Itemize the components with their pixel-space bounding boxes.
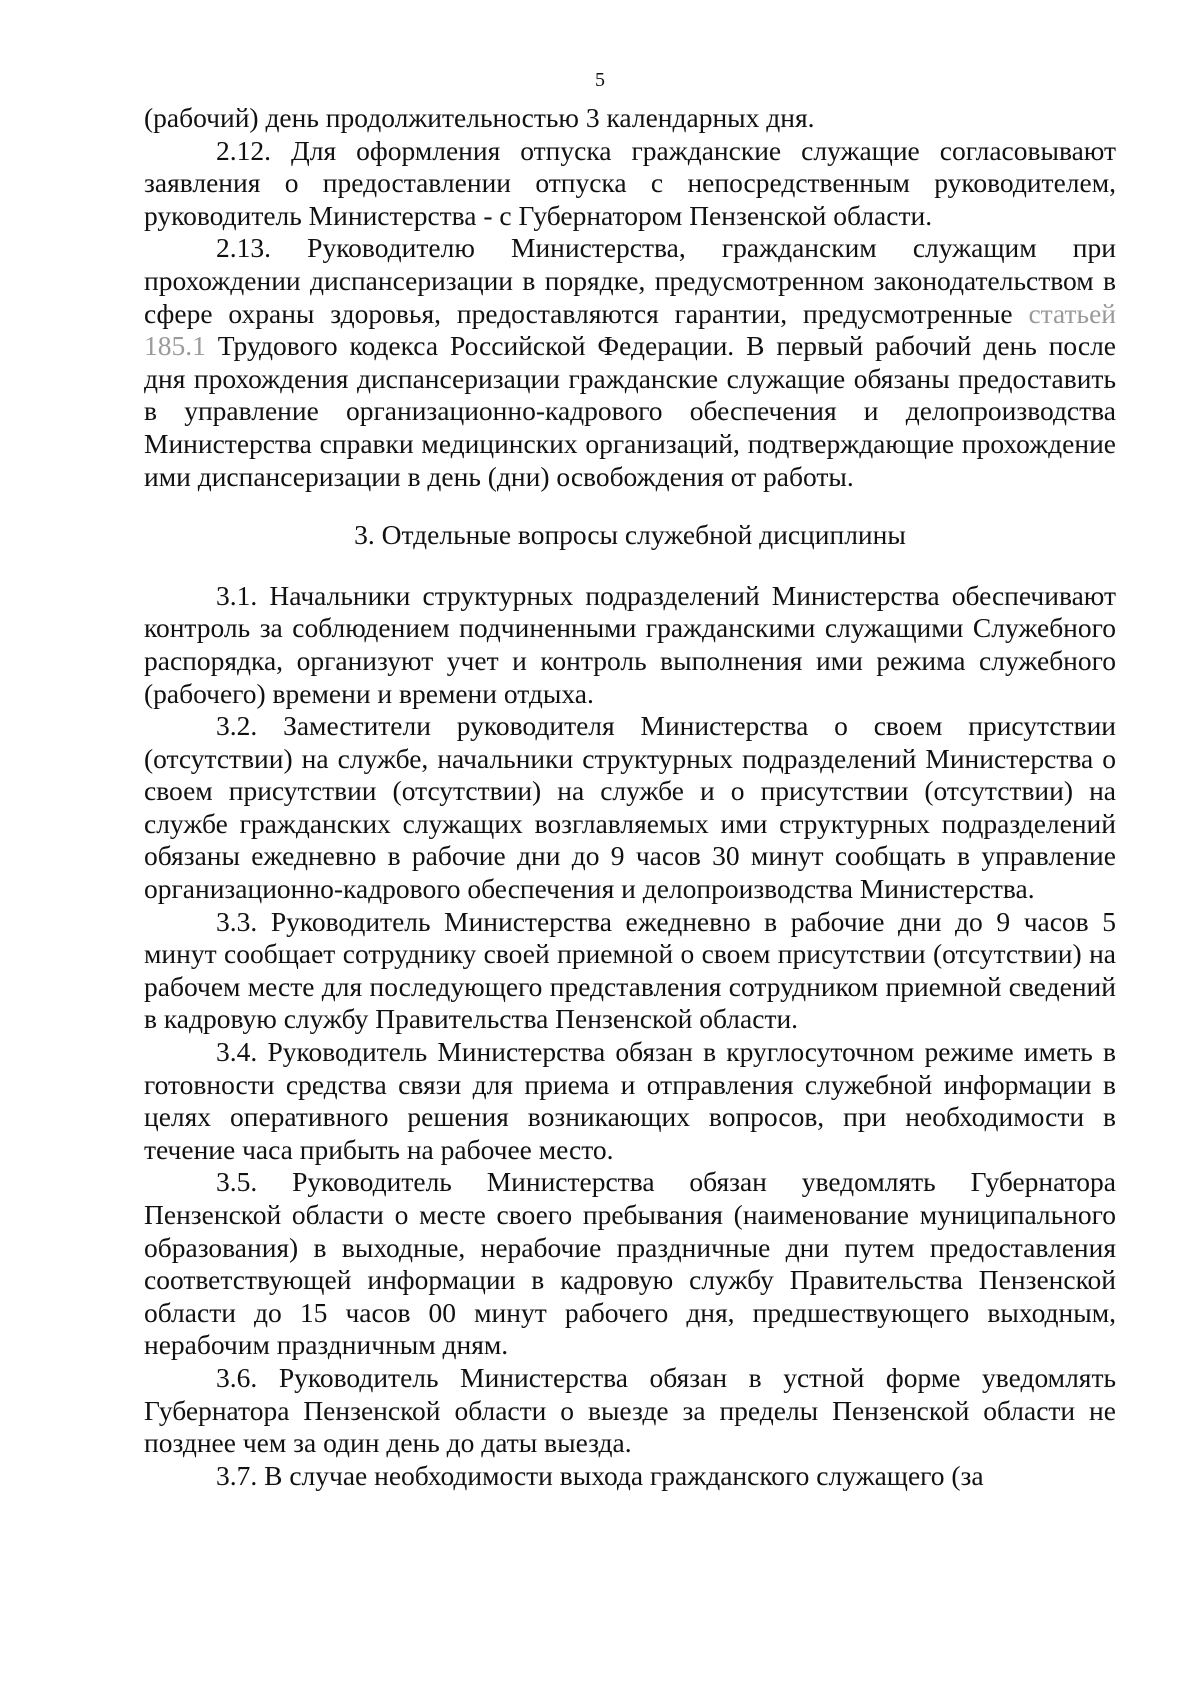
page-number: 5 — [595, 69, 605, 91]
paragraph-2-12: 2.12. Для оформления отпуска гражданские служащие согласовывают заявления о предоставлении отпуска с непосредственным руководителем, руководитель Министерства - с Губернатором Пензенской области. — [144, 134, 1116, 231]
section-heading: 3. Отдельные вопросы служебной дисциплины — [354, 519, 906, 551]
paragraph-3-1: 3.1. Начальники структурных подразделений Министерства обеспечивают контроль за соблюдением подчиненными гражданскими служащими Служебного распорядка, организуют учет и контроль выполнения ими режима служебного (рабочего) времени и времени отдыха. — [144, 579, 1116, 709]
paragraph-3-2: 3.2. Заместители руководителя Министерства о своем присутствии (отсутствии) на службе, начальники структурных подразделений Министерства о своем присутствии (отсутствии) на службе и о присутствии (отсутствии) на службе гражданских служащих возглавляемых ими структурных подразделений обязаны ежедневно в рабочие дни до 9 часов 30 минут сообщать в управление организационно-кадрового обеспечения и делопроизводства Министерства. — [144, 710, 1116, 905]
paragraph-2-13 — [144, 232, 1116, 493]
document-body — [144, 102, 1116, 1492]
paragraph-3-7: 3.7. В случае необходимости выхода гражданского служащего (за — [216, 1459, 984, 1491]
paragraph-2-11-continuation: (рабочий) день продолжительностью 3 календарных дня. — [144, 102, 815, 133]
paragraph-3-6: 3.6. Руководитель Министерства обязан в устной форме уведомлять Губернатора Пензенской области о выезде за пределы Пензенской области не позднее чем за один день до даты выезда. — [144, 1361, 1116, 1459]
paragraph-3-3: 3.3. Руководитель Министерства ежедневно в рабочие дни до 9 часов 5 минут сообщает сотруднику своей приемной о своем присутствии (отсутствии) на рабочем месте для последующего представления сотрудником приемной сведений в кадровую службу Правительства Пензенской области. — [144, 905, 1116, 1035]
article-reference: статьей 185.1 — [144, 297, 1116, 362]
paragraph-2-13-text-end: Трудового кодекса Российской Федерации. В первый рабочий день после дня прохождения диспансеризации гражданские служащие обязаны предоставить в управление организационно-кадрового обеспечения и делопроизводства Министерства справки медицинских организаций, подтверждающие прохождение ими диспансеризации в день (дни) освобождения от работы. — [144, 330, 1116, 492]
paragraph-3-4: 3.4. Руководитель Министерства обязан в круглосуточном режиме иметь в готовности средства связи для приема и отправления служебной информации в целях оперативного решения возникающих вопросов, при необходимости в течение часа прибыть на рабочее место. — [144, 1036, 1116, 1165]
paragraph-2-13-text-start: 2.13. Руководителю Министерства, гражданским служащим при прохождении диспансеризации в порядке, предусмотренном законодательством в сфере охраны здоровья, предоставляются гарантии, предусмотренные — [144, 232, 1116, 329]
paragraph-3-5: 3.5. Руководитель Министерства обязан уведомлять Губернатора Пензенской области о месте своего пребывания (наименование муниципального образования) в выходные, нерабочие праздничные дни путем предоставления соответствующей информации в кадровую службу Правительства Пензенской области до 15 часов 00 минут рабочего дня, предшествующего выходным, нерабочим праздничным дням. — [144, 1166, 1116, 1361]
